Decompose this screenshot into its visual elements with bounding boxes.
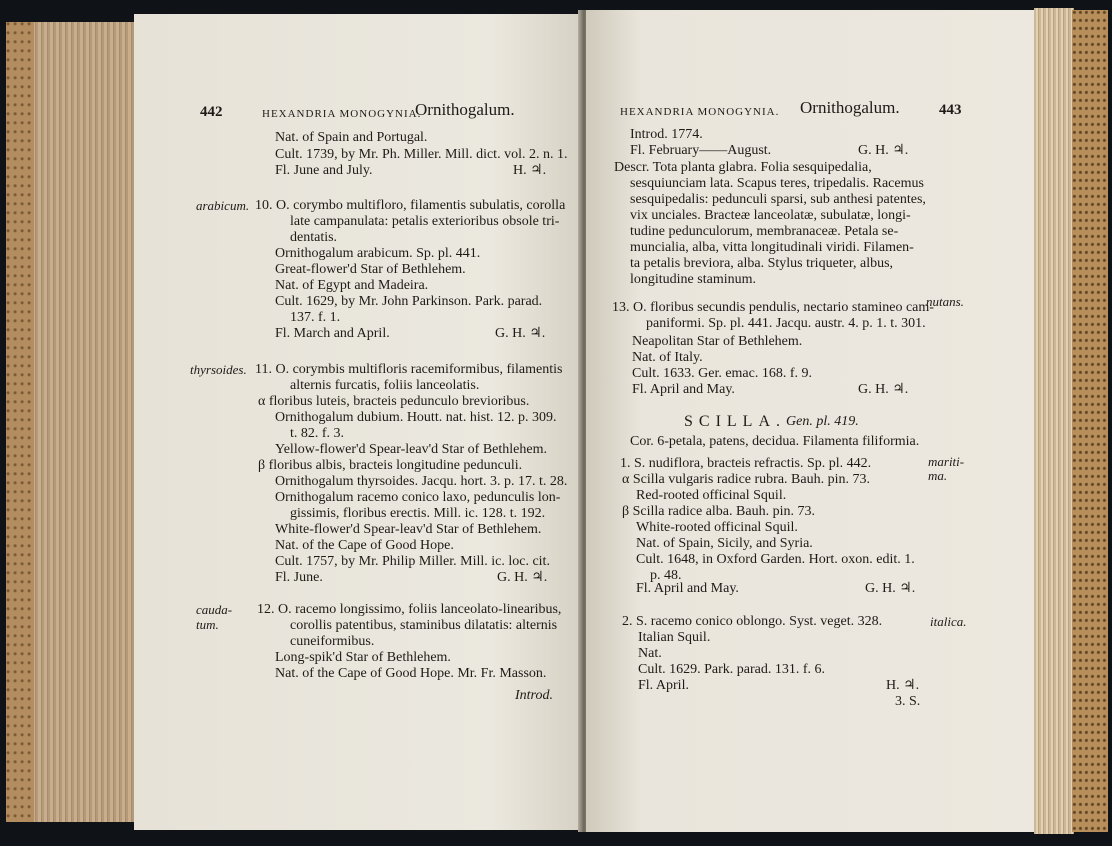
- text-line: Fl. June and July.: [275, 163, 373, 178]
- text-line: Cor. 6-petala, patens, decidua. Filamenta filiformia.: [630, 434, 920, 449]
- text-line: Neapolitan Star of Bethlehem.: [632, 334, 803, 349]
- text-line: alternis furcatis, foliis lanceolatis.: [290, 378, 480, 393]
- text-line: dentatis.: [290, 230, 338, 245]
- text-line: α Scilla vulgaris radice rubra. Bauh. pin. 73.: [622, 472, 870, 487]
- text-line: gissimis, floribus erectis. Mill. ic. 128. t. 192.: [290, 506, 546, 521]
- right-page-number: 443: [939, 102, 962, 118]
- text-line: β floribus albis, bracteis longitudine pedunculi.: [258, 458, 523, 473]
- text-line: ta petalis breviora, alba. Stylus triqueter, albus,: [630, 256, 894, 271]
- text-line: Cult. 1629. Park. parad. 131. f. 6.: [638, 662, 826, 677]
- left-genus-head: Ornithogalum.: [415, 100, 515, 119]
- text-line: Nat. of Spain and Portugal.: [275, 130, 428, 145]
- text-line: Nat. of the Cape of Good Hope. Mr. Fr. Masson.: [275, 666, 547, 681]
- text-line: Fl. April and May.: [636, 581, 739, 596]
- text-line: late campanulata: petalis exterioribus obsole tri-: [290, 214, 560, 229]
- text-line: Cult. 1633. Ger. emac. 168. f. 9.: [632, 366, 813, 381]
- catchword: 3. S.: [895, 694, 921, 709]
- genus-heading: SCILLA.: [684, 413, 786, 430]
- text-line: H. ♃.: [886, 678, 920, 693]
- text-line: G. H. ♃.: [858, 143, 909, 158]
- text-line: Cult. 1648, in Oxford Garden. Hort. oxon. edit. 1.: [636, 552, 915, 567]
- text-line: vix unciales. Bracteæ lanceolatæ, subulatæ, longi-: [630, 208, 911, 223]
- text-line: White-rooted officinal Squil.: [636, 520, 798, 535]
- text-line: Descr. Tota planta glabra. Folia sesquipedalia,: [614, 160, 872, 175]
- text-line: Ornithogalum arabicum. Sp. pl. 441.: [275, 246, 481, 261]
- margin-species-name: mariti-: [928, 454, 965, 469]
- text-line: Fl. April and May.: [632, 382, 735, 397]
- text-line: 12. O. racemo longissimo, foliis lanceolato-linearibus,: [257, 602, 562, 617]
- text-line: Italian Squil.: [638, 630, 711, 645]
- text-line: Cult. 1739, by Mr. Ph. Miller. Mill. dict. vol. 2. n. 1.: [275, 147, 568, 162]
- text-line: Nat. of Italy.: [632, 350, 703, 365]
- text-line: Nat.: [638, 646, 662, 661]
- text-line: White-flower'd Spear-leav'd Star of Bethlehem.: [275, 522, 542, 537]
- text-line: sesquipedalis: pedunculi sparsi, sub anthesi patentes,: [630, 192, 926, 207]
- text-line: α floribus luteis, bracteis pedunculo brevioribus.: [258, 394, 530, 409]
- left-page-number: 442: [200, 104, 223, 120]
- text-line: 11. O. corymbis multifloris racemiformibus, filamentis: [255, 362, 563, 377]
- left-running-head: HEXANDRIA MONOGYNIA.: [262, 108, 422, 120]
- text-line: p. 48.: [650, 568, 682, 583]
- text-line: G. H. ♃.: [495, 326, 546, 341]
- right-speckled-edge: [1072, 10, 1108, 832]
- text-line: 2. S. racemo conico oblongo. Syst. veget. 328.: [622, 614, 883, 629]
- text-line: paniformi. Sp. pl. 441. Jacqu. austr. 4. p. 1. t. 301.: [646, 316, 926, 331]
- text-line: H. ♃.: [513, 163, 547, 178]
- right-genus-head: Ornithogalum.: [800, 98, 900, 117]
- right-running-head: HEXANDRIA MONOGYNIA.: [620, 106, 780, 118]
- text-line: Fl. June.: [275, 570, 323, 585]
- text-line: Cult. 1757, by Mr. Philip Miller. Mill. ic. loc. cit.: [275, 554, 550, 569]
- margin-species-name: arabicum.: [196, 198, 250, 213]
- text-line: tudine pedunculorum, membranaceæ. Petala se-: [630, 224, 899, 239]
- text-line: Yellow-flower'd Spear-leav'd Star of Bethlehem.: [275, 442, 547, 457]
- margin-species-name: italica.: [930, 614, 967, 629]
- text-line: cuneiformibus.: [290, 634, 375, 649]
- text-line: β Scilla radice alba. Bauh. pin. 73.: [622, 504, 815, 519]
- text-line: Great-flower'd Star of Bethlehem.: [275, 262, 466, 277]
- text-line: muncialia, alba, vitta longitudinali viridi. Filamen-: [630, 240, 914, 255]
- left-speckled-edge: [6, 22, 34, 822]
- text-line: G. H. ♃.: [497, 570, 548, 585]
- text-line: Fl. February——August.: [630, 143, 772, 158]
- text-line: Ornithogalum racemo conico laxo, pedunculis lon-: [275, 490, 561, 505]
- text-line: Red-rooted officinal Squil.: [636, 488, 787, 503]
- text-line: Ornithogalum dubium. Houtt. nat. hist. 12. p. 309.: [275, 410, 557, 425]
- text-line: Fl. April.: [638, 678, 689, 693]
- text-line: Cult. 1629, by Mr. John Parkinson. Park. parad.: [275, 294, 543, 309]
- margin-species-name: ma.: [928, 468, 948, 483]
- text-line: sesquiunciam lata. Scapus teres, tripedalis. Racemus: [630, 176, 924, 191]
- text-line: Introd. 1774.: [630, 127, 703, 142]
- text-line: Nat. of Spain, Sicily, and Syria.: [636, 536, 813, 551]
- text-line: G. H. ♃.: [858, 382, 909, 397]
- text-line: 10. O. corymbo multifloro, filamentis subulatis, corolla: [255, 198, 566, 213]
- text-line: longitudine staminum.: [630, 272, 756, 287]
- right-page-edges: [1034, 8, 1074, 834]
- margin-species-name: nutans.: [926, 294, 964, 309]
- text-line: Ornithogalum thyrsoides. Jacqu. hort. 3. p. 17. t. 28.: [275, 474, 568, 489]
- margin-species-name: cauda-: [196, 602, 233, 617]
- genus-reference: Gen. pl. 419.: [786, 414, 859, 429]
- text-line: 1. S. nudiflora, bracteis refractis. Sp. pl. 442.: [620, 456, 872, 471]
- catchword: Introd.: [515, 688, 553, 703]
- margin-species-name: tum.: [196, 617, 219, 632]
- text-line: G. H. ♃.: [865, 581, 916, 596]
- text-line: corollis patentibus, staminibus dilatatis: alternis: [290, 618, 558, 633]
- text-line: 137. f. 1.: [290, 310, 341, 325]
- text-line: Long-spik'd Star of Bethlehem.: [275, 650, 451, 665]
- text-line: Nat. of Egypt and Madeira.: [275, 278, 429, 293]
- margin-species-name: thyrsoides.: [190, 362, 247, 377]
- text-line: Fl. March and April.: [275, 326, 390, 341]
- text-line: Nat. of the Cape of Good Hope.: [275, 538, 454, 553]
- text-line: t. 82. f. 3.: [290, 426, 345, 441]
- text-line: 13. O. floribus secundis pendulis, nectario stamineo cam-: [612, 300, 934, 315]
